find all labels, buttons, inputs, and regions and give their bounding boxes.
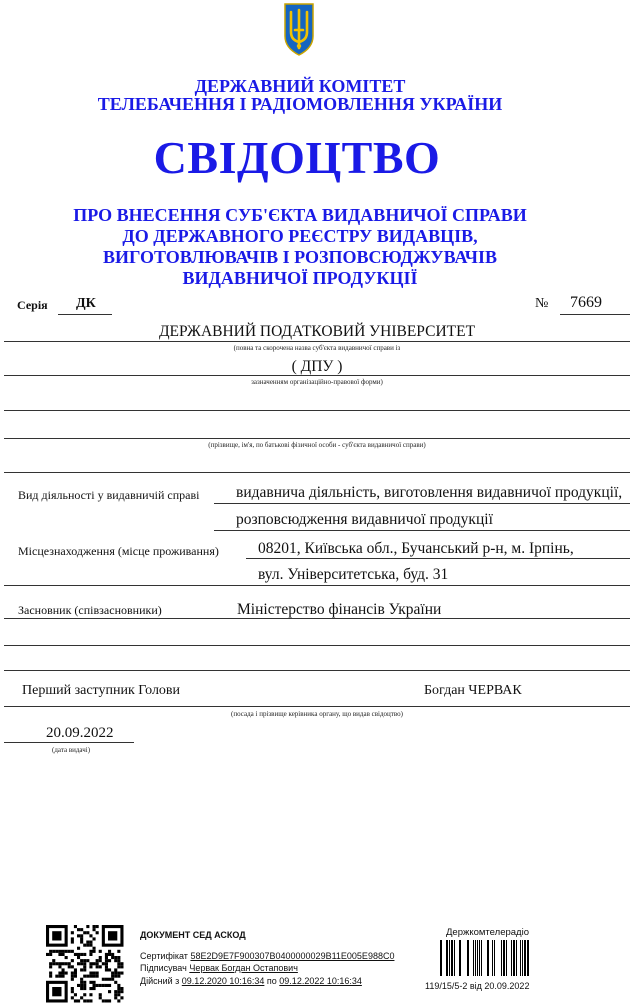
footer-valid-to-label: по [266, 976, 277, 986]
footer-valid-from: 09.12.2020 10:16:34 [181, 976, 265, 986]
founder-value: Міністерство фінансів України [237, 601, 442, 618]
entity-name-line [4, 341, 630, 342]
issue-date-note: (дата видачі) [52, 746, 91, 754]
blank-line-2 [4, 438, 630, 439]
footer-valid-row [140, 975, 362, 987]
activity-line-2-rule [214, 530, 630, 531]
issue-date: 20.09.2022 [46, 725, 114, 741]
entity-short-name: ( ДПУ ) [291, 358, 343, 375]
location-line-2-rule [4, 585, 630, 586]
activity-line-2: розповсюдження видавничої продукції [236, 511, 493, 528]
document-title: СВІДОЦТВО [153, 132, 441, 183]
barcode-ref: 119/15/5-2 від 20.09.2022 [425, 981, 530, 991]
founder-line-3 [4, 670, 630, 671]
authority-line-1: ДЕРЖАВНИЙ КОМІТЕТ [194, 76, 406, 96]
person-note: (прізвище, ім'я, по батькові фізичної особи - суб'єкта видавничої справи) [208, 441, 426, 449]
activity-line-1-rule [214, 503, 630, 504]
number-label: № [535, 296, 549, 311]
subtitle-line-2: ДО ДЕРЖАВНОГО РЕЄСТРУ ВИДАВЦІВ, [122, 226, 478, 246]
founder-label: Засновник (співзасновники) [18, 603, 162, 617]
subtitle-line-1: ПРО ВНЕСЕННЯ СУБ'ЄКТА ВИДАВНИЧОЇ СПРАВИ [73, 205, 527, 225]
series-label: Серія [17, 298, 48, 312]
location-label: Місцезнаходження (місце проживання) [18, 544, 219, 558]
location-line-2: вул. Університетська, буд. 31 [258, 566, 449, 583]
footer-cert-row [140, 950, 394, 962]
issue-date-line [4, 742, 134, 743]
barcode-title: Держкомтелерадіо [446, 927, 529, 938]
signatory-line [4, 706, 630, 707]
footer-signer-label: Підписувач [140, 963, 187, 973]
founder-line-1 [4, 618, 630, 619]
footer-signer-value: Червак Богдан Остапович [189, 963, 298, 973]
entity-name-note: (повна та скорочена назва суб'єкта видавничої справи із [233, 344, 401, 352]
series-underline [58, 314, 112, 315]
entity-short-note: зазначенням організаційно-правової форми) [251, 378, 383, 386]
activity-label: Вид діяльності у видавничій справі [18, 488, 200, 502]
footer-signer-row [140, 962, 298, 974]
blank-line-1 [4, 410, 630, 411]
footer-valid-to: 09.12.2022 10:16:34 [279, 976, 362, 986]
number-underline [560, 314, 630, 315]
barcode-icon [436, 940, 536, 976]
location-line-1-rule [246, 558, 630, 559]
signatory-note: (посада і прізвище керівника органу, що видав свідоцтво) [231, 710, 403, 718]
entity-short-line [4, 375, 630, 376]
activity-line-1: видавнича діяльність, виготовлення видавничої продукції, [236, 484, 623, 501]
footer-cert-label: Сертифікат [140, 951, 188, 961]
signatory-position: Перший заступник Голови [22, 683, 181, 698]
location-line-1: 08201, Київська обл., Бучанський р-н, м. Ірпінь, [258, 540, 574, 557]
signatory-name: Богдан ЧЕРВАК [424, 683, 522, 698]
subtitle-line-3: ВИГОТОВЛЮВАЧІВ І РОЗПОВСЮДЖУВАЧІВ [103, 247, 497, 267]
footer-cert-value: 58E2D9E7F900307B0400000029B11E005E988C0 [190, 951, 395, 961]
subtitle-line-4: ВИДАВНИЧОЇ ПРОДУКЦІЇ [182, 268, 418, 288]
founder-line-2 [4, 645, 630, 646]
authority-line-2: ТЕЛЕБАЧЕННЯ І РАДІОМОВЛЕННЯ УКРАЇНИ [97, 94, 503, 114]
number-value: 7669 [570, 294, 602, 311]
series-value: ДК [76, 296, 96, 311]
qr-code-icon [46, 925, 128, 1003]
footer-doc-title: ДОКУМЕНТ СЕД АСКОД [140, 930, 246, 940]
footer-valid-label: Дійсний з [140, 976, 180, 986]
trident-emblem-icon [283, 2, 315, 56]
blank-line-3 [4, 472, 630, 473]
entity-name: ДЕРЖАВНИЙ ПОДАТКОВИЙ УНІВЕРСИТЕТ [158, 323, 476, 340]
